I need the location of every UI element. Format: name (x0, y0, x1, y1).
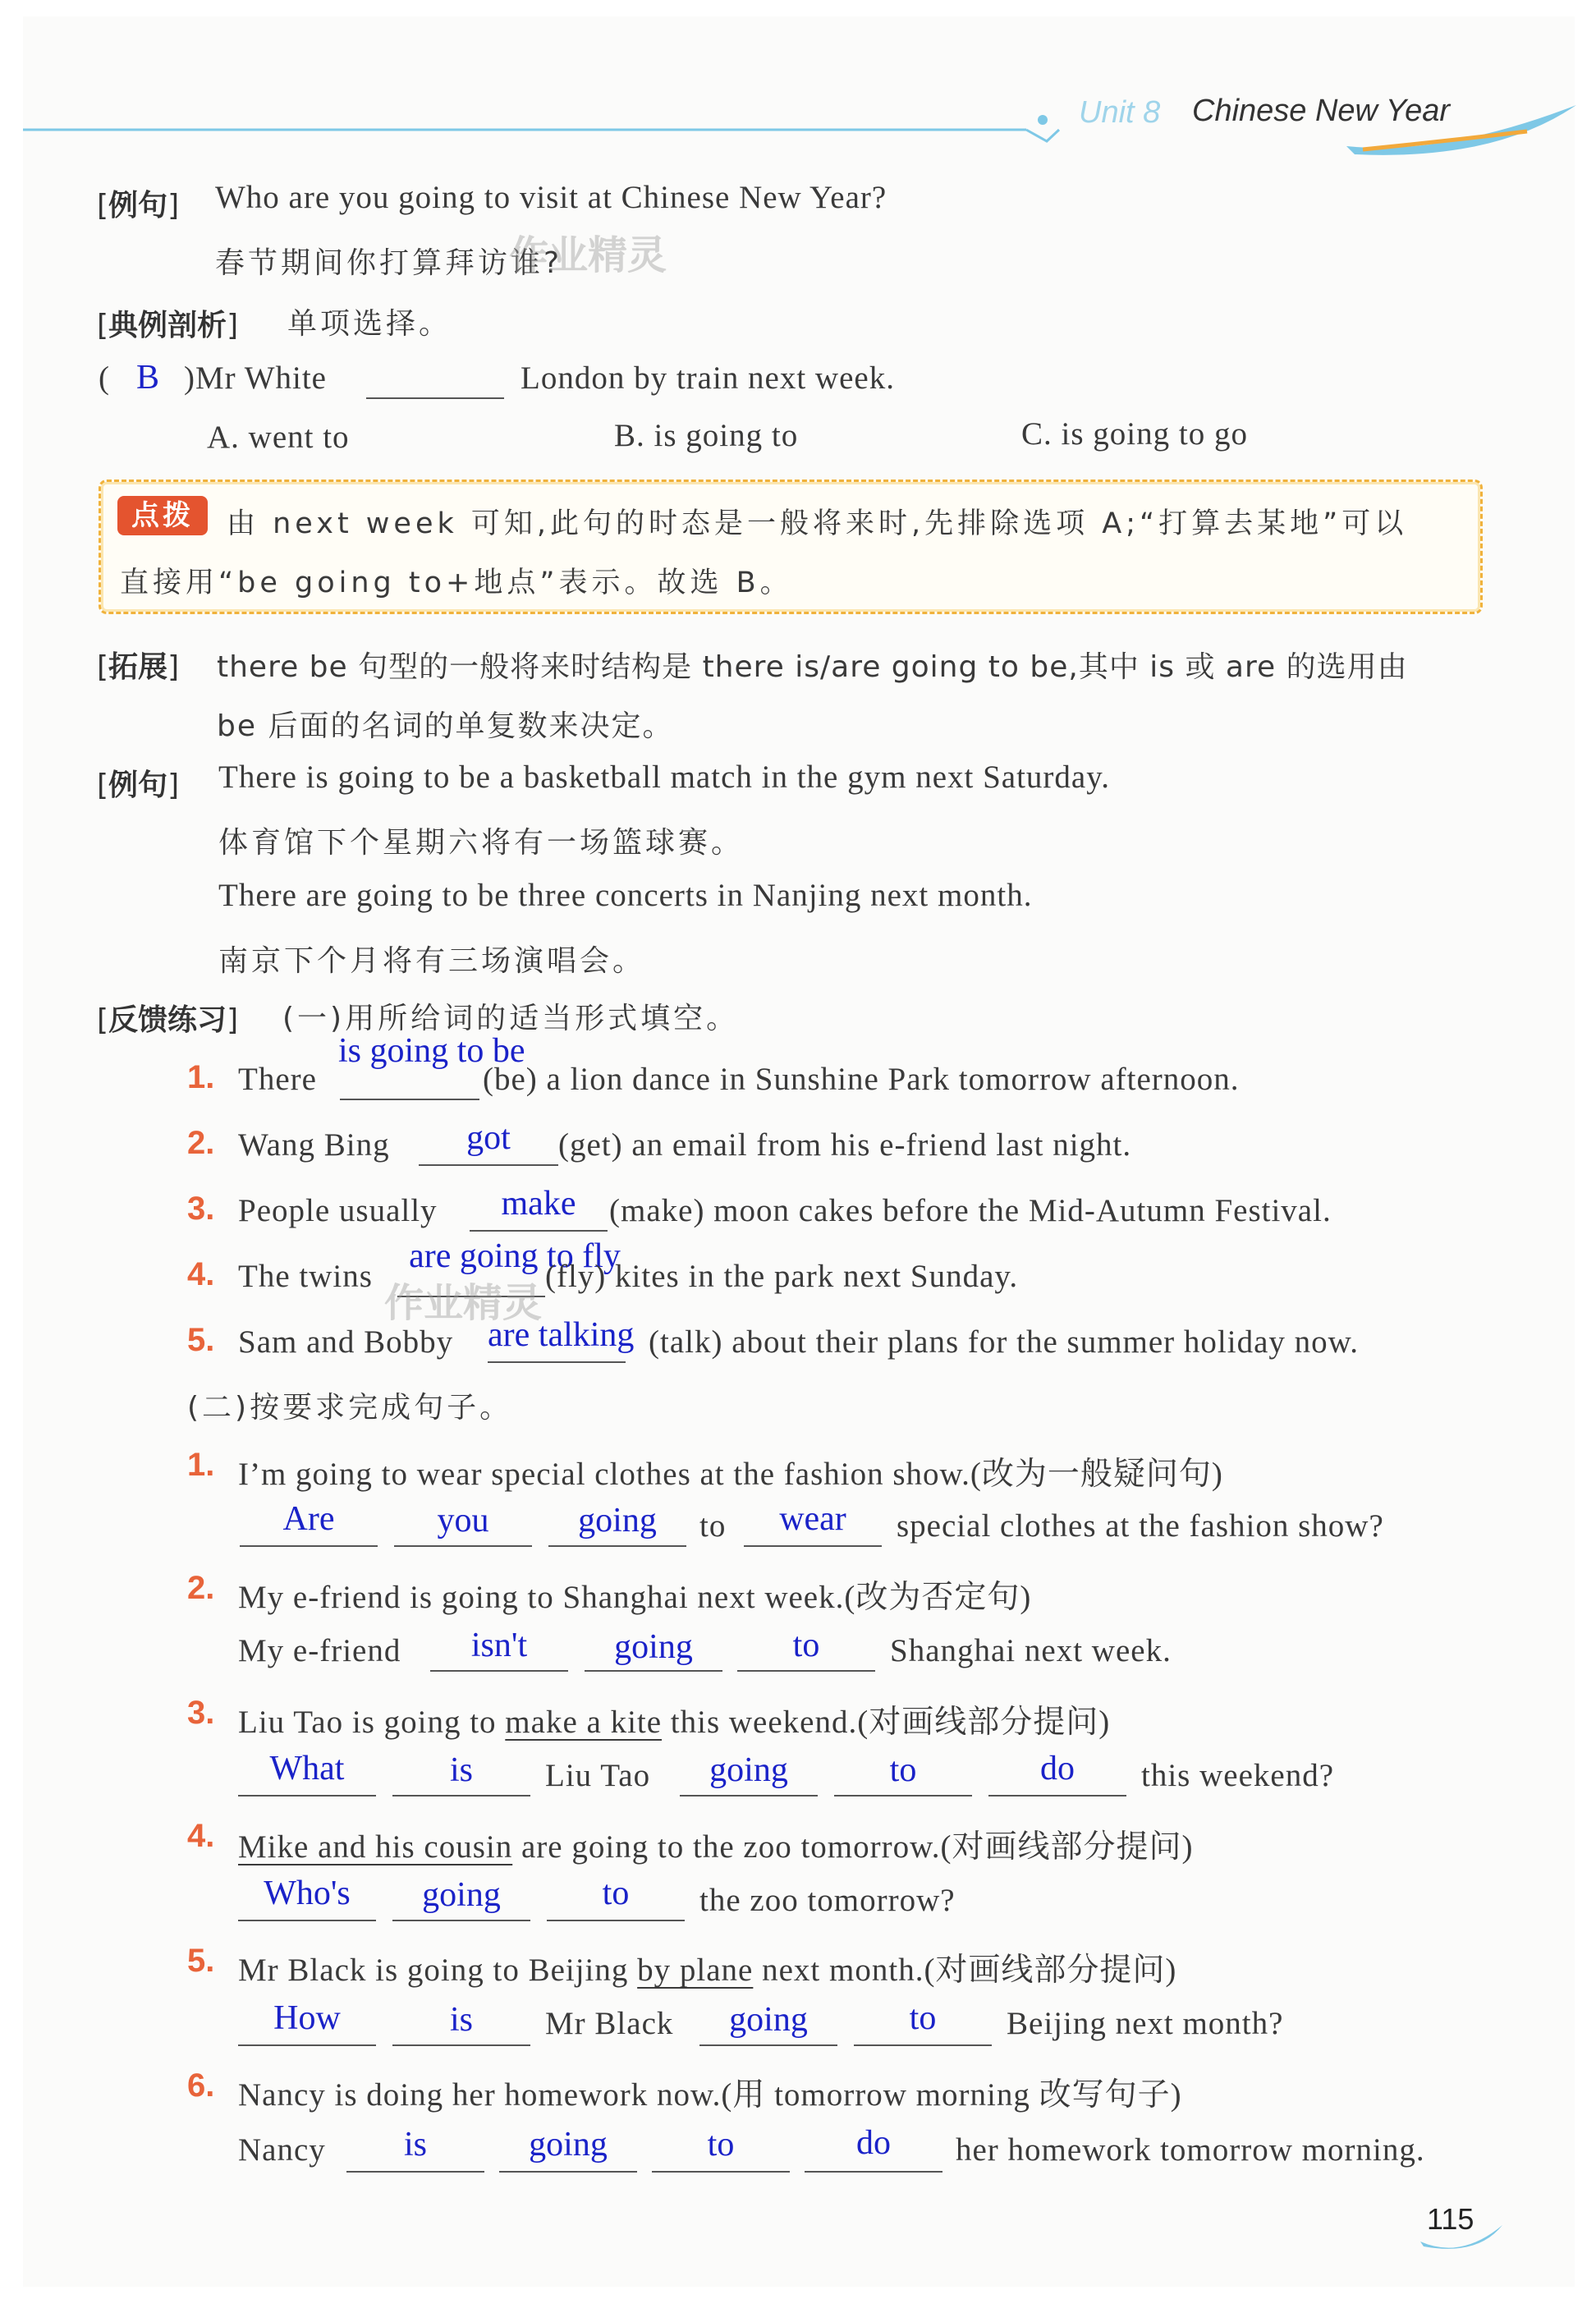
p2-item6-number: 6. (187, 2067, 215, 2104)
header-title: Chinese New Year (1192, 94, 1451, 128)
analysis-option-c: C. is going to go (1021, 416, 1248, 452)
p2-item6-answer3: to (707, 2126, 735, 2164)
p1-item1-post: (be) a lion dance in Sunshine Park tomorrow afternoon. (483, 1062, 1240, 1097)
p2-item1-answer3: going (578, 1502, 657, 1540)
p2-item6-blank1 (346, 2171, 484, 2173)
p2-item2-question: My e-friend is going to Shanghai next week.(改为否定句) (238, 1580, 1032, 1615)
p2-item1-tail: special clothes at the fashion show? (897, 1508, 1384, 1544)
p2-item6-tail: her homework tomorrow morning. (956, 2132, 1425, 2168)
p2-item1-blank4 (744, 1545, 882, 1547)
analysis-tag: [典例剖析] (97, 309, 239, 342)
p2-item6-blank3 (652, 2171, 790, 2173)
p2-item2-answer3: to (792, 1627, 820, 1664)
analysis-instruction: 单项选择。 (287, 307, 452, 341)
tip-line2: 直接用“be going to+地点”表示。故选 B。 (120, 567, 793, 599)
p2-item4-answer2: going (422, 1876, 501, 1914)
p2-item3-number: 3. (187, 1695, 215, 1731)
analysis-open-paren: ( (99, 360, 110, 396)
p2-item5-tail: Beijing next month? (1007, 2006, 1284, 2041)
practice-part1-title: (一)用所给词的适当形式填空。 (282, 1002, 740, 1035)
p2-item1-blank3 (548, 1545, 686, 1547)
p2-item4-tail: the zoo tomorrow? (699, 1883, 956, 1918)
extension-line1: there be 句型的一般将来时结构是 there is/are going to be,其中 is 或 are 的选用由 (217, 650, 1408, 684)
p2-item4-blank1 (238, 1920, 376, 1921)
p2-item4-question: Mike and his cousin are going to the zoo tomorrow.(对画线部分提问) (238, 1829, 1194, 1865)
p2-item2-blank2 (585, 1670, 722, 1672)
tip-line1: 由 next week 可知,此句的时态是一般将来时,先排除选项 A;“打算去某地”可以 (227, 507, 1408, 540)
example2-chinese2: 南京下个月将有三场演唱会。 (218, 944, 646, 978)
p2-item4-blank2 (392, 1920, 530, 1921)
p1-item2-blank (419, 1164, 558, 1166)
p2-item6-blank2 (499, 2171, 637, 2173)
example2-english2: There are going to be three concerts in Nanjing next month. (218, 878, 1033, 913)
p2-item1-blank2 (394, 1545, 532, 1547)
p2-item3-answer1: What (269, 1750, 345, 1787)
watermark-top: 作业精灵 (509, 232, 667, 278)
analysis-blank (366, 397, 504, 399)
p2-item3-blank5 (988, 1795, 1126, 1797)
extension-tag: [拓展] (97, 650, 180, 684)
example2-chinese1: 体育馆下个星期六将有一场篮球赛。 (218, 826, 745, 860)
p2-item3-answer3: going (709, 1751, 788, 1789)
p2-item4-answer3: to (602, 1875, 630, 1912)
p1-item3-answer: make (501, 1185, 576, 1223)
p2-item1-word-to: to (699, 1508, 727, 1544)
practice-part2-title: (二)按要求完成句子。 (187, 1391, 513, 1425)
p1-item5-post: (talk) about their plans for the summer holiday now. (649, 1324, 1360, 1360)
p2-item2-answer1: isn't (470, 1627, 528, 1664)
p2-item4-answer1: Who's (264, 1875, 351, 1912)
p1-item1-pre: There (238, 1062, 317, 1097)
p2-item5-blank3 (699, 2044, 837, 2046)
p2-item3-question: Liu Tao is going to make a kite this weekend.(对画线部分提问) (238, 1705, 1111, 1740)
analysis-option-a: A. went to (207, 420, 350, 455)
p1-item4-number: 4. (187, 1256, 215, 1292)
p2-item2-blank3 (737, 1670, 875, 1672)
p2-item1-answer1: Are (282, 1500, 335, 1538)
p1-item5-pre: Sam and Bobby (238, 1324, 454, 1360)
p1-item2-pre: Wang Bing (238, 1127, 390, 1163)
analysis-answer: B (135, 359, 159, 397)
practice-tag: [反馈练习] (97, 1003, 239, 1037)
example1-tag: [例句] (97, 189, 180, 223)
p1-item3-post: (make) moon cakes before the Mid-Autumn Festival. (609, 1193, 1332, 1228)
analysis-question-post: London by train next week. (521, 360, 895, 396)
header-unit: Unit 8 (1079, 95, 1161, 130)
p2-item1-question: I’m going to wear special clothes at the fashion show.(改为一般疑问句) (238, 1457, 1223, 1492)
p2-item5-answer3: going (729, 2001, 808, 2039)
p1-item2-answer: got (466, 1119, 511, 1157)
p2-item6-lead: Nancy (238, 2132, 326, 2168)
example2-english1: There is going to be a basketball match in the gym next Saturday. (218, 759, 1110, 795)
p2-item2-number: 2. (187, 1570, 215, 1606)
p1-item2-number: 2. (187, 1125, 215, 1161)
watermark-middle: 作业精灵 (384, 1280, 543, 1326)
p1-item4-post: (fly) kites in the park next Sunday. (545, 1259, 1019, 1294)
p2-item1-number: 1. (187, 1447, 215, 1483)
p1-item3-number: 3. (187, 1191, 215, 1227)
p2-item3-mid: Liu Tao (545, 1758, 651, 1793)
p2-item1-answer2: you (437, 1502, 489, 1540)
p2-item3-blank1 (238, 1795, 376, 1797)
p1-item4-answer: are going to fly (409, 1237, 621, 1275)
p1-item5-blank (488, 1361, 626, 1363)
example1-english: Who are you going to visit at Chinese New Year? (215, 180, 887, 215)
p2-item6-blank4 (805, 2171, 942, 2173)
p2-item3-blank3 (680, 1795, 818, 1797)
p2-item5-question: Mr Black is going to Beijing by plane next month.(对画线部分提问) (238, 1953, 1177, 1988)
p2-item5-answer4: to (909, 1999, 937, 2037)
p2-item3-blank4 (834, 1795, 972, 1797)
p1-item4-pre: The twins (238, 1259, 373, 1294)
analysis-question-pre: )Mr White (184, 360, 327, 396)
p2-item2-tail: Shanghai next week. (890, 1633, 1172, 1668)
p1-item5-number: 5. (187, 1322, 215, 1358)
p2-item5-blank4 (854, 2044, 992, 2046)
p1-item1-answer: is going to be (338, 1032, 525, 1070)
p2-item1-answer4: wear (779, 1500, 846, 1538)
p2-item6-answer2: going (529, 2126, 608, 2164)
example2-tag: [例句] (97, 769, 180, 802)
page-number: 115 (1427, 2202, 1474, 2236)
tip-badge: 点拨 (117, 496, 208, 535)
p2-item5-mid: Mr Black (545, 2006, 674, 2041)
p2-item2-answer2: going (614, 1628, 693, 1666)
p1-item1-blank (340, 1099, 479, 1100)
p2-item2-blank1 (430, 1670, 568, 1672)
p1-item5-answer: are talking (488, 1316, 635, 1354)
p2-item1-blank1 (240, 1545, 378, 1547)
p1-item1-number: 1. (187, 1059, 215, 1095)
p1-item2-post: (get) an email from his e-friend last night. (558, 1127, 1132, 1163)
p2-item6-answer1: is (403, 2126, 427, 2164)
p1-item3-blank (470, 1230, 608, 1232)
p2-item4-blank3 (547, 1920, 685, 1921)
p2-item5-answer2: is (449, 2001, 473, 2039)
p2-item6-question: Nancy is doing her homework now.(用 tomorrow morning 改写句子) (238, 2077, 1182, 2113)
example1-chinese: 春节期间你打算拜访谁? (215, 246, 563, 280)
p2-item4-number: 4. (187, 1818, 215, 1854)
p2-item3-blank2 (392, 1795, 530, 1797)
p2-item2-lead: My e-friend (238, 1633, 401, 1668)
p2-item5-blank1 (238, 2044, 376, 2046)
p2-item3-answer4: to (889, 1751, 917, 1789)
p2-item3-tail: this weekend? (1141, 1758, 1335, 1793)
analysis-option-b: B. is going to (614, 418, 799, 453)
p2-item5-blank2 (392, 2044, 530, 2046)
p2-item5-number: 5. (187, 1943, 215, 1979)
p2-item3-answer2: is (449, 1751, 473, 1789)
p1-item3-pre: People usually (238, 1193, 438, 1228)
p2-item6-answer4: do (856, 2124, 891, 2162)
p2-item3-answer5: do (1040, 1750, 1075, 1787)
extension-line2: be 后面的名词的单复数来决定。 (217, 709, 674, 743)
p2-item5-answer1: How (273, 1999, 341, 2037)
